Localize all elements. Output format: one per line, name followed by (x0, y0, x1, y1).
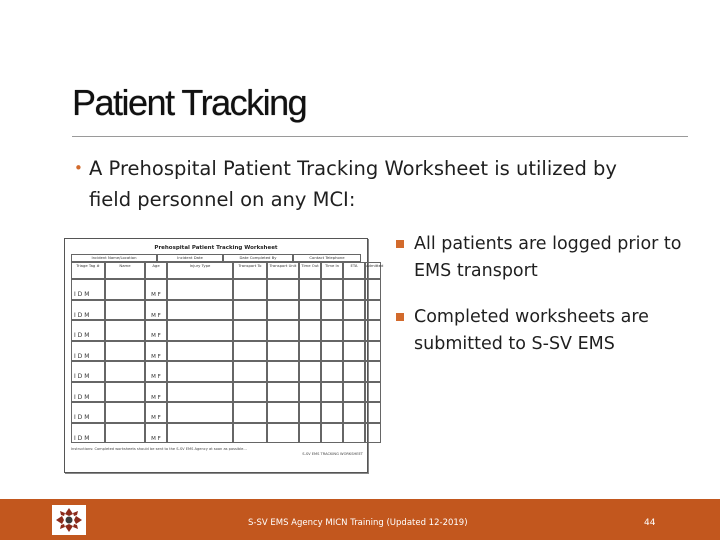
bullet-dot-icon: • (74, 159, 83, 177)
worksheet-column-label: Triage Tag # (71, 262, 105, 279)
worksheet-header-cell: Incident Date (157, 254, 223, 262)
slide-title: Patient Tracking (72, 82, 307, 123)
worksheet-title: Prehospital Patient Tracking Worksheet (154, 245, 278, 251)
worksheet-cell (105, 279, 145, 300)
worksheet-cell (365, 320, 381, 341)
worksheet-cell (299, 279, 321, 300)
worksheet-cell (343, 402, 365, 423)
worksheet-cell (167, 279, 233, 300)
worksheet-cell (105, 423, 145, 444)
sub-bullet-list (396, 231, 696, 377)
worksheet-cell (365, 382, 381, 403)
worksheet-cell (343, 300, 365, 321)
worksheet-cell (365, 402, 381, 423)
worksheet-sex-cell: M F (145, 423, 167, 444)
worksheet-cell (343, 361, 365, 382)
worksheet-cell (299, 341, 321, 362)
worksheet-row-label: I D M (71, 361, 105, 382)
worksheet-row-label: I D M (71, 423, 105, 444)
worksheet-cell (299, 300, 321, 321)
worksheet-cell (321, 341, 343, 362)
worksheet-cell (299, 402, 321, 423)
worksheet-cell (299, 382, 321, 403)
worksheet-sex-cell: M F (145, 279, 167, 300)
worksheet-cell (105, 361, 145, 382)
worksheet-column-label: Transport Unit (267, 262, 299, 279)
page-number: 44 (644, 518, 656, 528)
worksheet-header-cell: Incident Name/Location (71, 254, 157, 262)
worksheet-cell (167, 361, 233, 382)
worksheet-cell (233, 382, 267, 403)
worksheet-cell (105, 300, 145, 321)
worksheet-footer (71, 447, 363, 457)
worksheet-cell (365, 361, 381, 382)
worksheet-cell (167, 341, 233, 362)
footer-text: S-SV EMS Agency MICN Training (Updated 12-2019) (248, 518, 468, 528)
worksheet-sex-cell: M F (145, 402, 167, 423)
main-bullet (72, 153, 632, 215)
worksheet-sex-cell: M F (145, 300, 167, 321)
worksheet-row-label: I D M (71, 320, 105, 341)
worksheet-cell (365, 279, 381, 300)
worksheet-cell (321, 423, 343, 444)
worksheet-cell (321, 402, 343, 423)
worksheet-sex-cell: M F (145, 361, 167, 382)
worksheet-image (64, 238, 384, 473)
square-bullet-icon (396, 313, 404, 321)
worksheet-header-cell: Contact Telephone (293, 254, 361, 262)
worksheet-cell (167, 423, 233, 444)
worksheet-cell (321, 300, 343, 321)
worksheet-cell (365, 423, 381, 444)
worksheet-cell (267, 382, 299, 403)
worksheet-cell (105, 320, 145, 341)
worksheet-cell (299, 320, 321, 341)
worksheet-cell (167, 402, 233, 423)
worksheet-cell (233, 402, 267, 423)
worksheet-cell (233, 320, 267, 341)
worksheet-column-label: Age (145, 262, 167, 279)
worksheet-table (71, 254, 384, 444)
worksheet-form-id: S-SV EMS TRACKING WORKSHEET (302, 452, 363, 456)
worksheet-footer-note: Instructions: Completed worksheets should be sent to the S-SV EMS Agency at soon as possible... (71, 447, 247, 451)
worksheet-row-label: I D M (71, 402, 105, 423)
worksheet-sex-cell: M F (145, 341, 167, 362)
worksheet-cell (167, 320, 233, 341)
worksheet-cell (267, 300, 299, 321)
worksheet-cell (267, 341, 299, 362)
main-bullet-text: A Prehospital Patient Tracking Worksheet is utilized by field personnel on any MCI: (89, 157, 617, 211)
square-bullet-icon (396, 240, 404, 248)
sub-bullet-text: All patients are logged prior to EMS transport (414, 234, 682, 281)
worksheet-column-label: Time Out (299, 262, 321, 279)
worksheet-cell (321, 279, 343, 300)
worksheet-cell (267, 402, 299, 423)
worksheet-column-label: Admitted (365, 262, 381, 279)
worksheet-cell (105, 341, 145, 362)
worksheet-cell (105, 402, 145, 423)
sub-bullet-text: Completed worksheets are submitted to S-SV EMS (414, 307, 649, 354)
worksheet-cell (343, 320, 365, 341)
agency-logo (52, 505, 86, 535)
worksheet-cell (167, 300, 233, 321)
worksheet-cell (299, 361, 321, 382)
sub-bullet-item (396, 231, 696, 285)
worksheet-column-label: ETA (343, 262, 365, 279)
worksheet-cell (321, 361, 343, 382)
worksheet-cell (267, 423, 299, 444)
sub-bullet-item (396, 304, 696, 358)
worksheet-cell (267, 361, 299, 382)
worksheet-cell (343, 382, 365, 403)
worksheet-row-label: I D M (71, 300, 105, 321)
worksheet-header-cell: Date Completed By (223, 254, 293, 262)
worksheet-cell (233, 300, 267, 321)
worksheet-cell (343, 341, 365, 362)
worksheet-cell (233, 361, 267, 382)
worksheet-cell (321, 382, 343, 403)
worksheet-cell (365, 300, 381, 321)
worksheet-row-label: I D M (71, 341, 105, 362)
worksheet-cell (233, 423, 267, 444)
worksheet-sex-cell: M F (145, 382, 167, 403)
worksheet-cell (343, 423, 365, 444)
title-divider (72, 136, 688, 137)
worksheet-column-label: Time In (321, 262, 343, 279)
worksheet-cell (321, 320, 343, 341)
worksheet-column-label: Injury Type (167, 262, 233, 279)
worksheet-cell (167, 382, 233, 403)
worksheet-cell (343, 279, 365, 300)
worksheet-cell (365, 341, 381, 362)
worksheet-column-label: Transport To (233, 262, 267, 279)
worksheet-cell (267, 320, 299, 341)
worksheet-cell (299, 423, 321, 444)
worksheet-sex-cell: M F (145, 320, 167, 341)
worksheet-column-label: Name (105, 262, 145, 279)
worksheet-cell (233, 279, 267, 300)
worksheet-cell (267, 279, 299, 300)
worksheet-row-label: I D M (71, 382, 105, 403)
worksheet-row-label: I D M (71, 279, 105, 300)
worksheet-cell (233, 341, 267, 362)
worksheet-cell (105, 382, 145, 403)
